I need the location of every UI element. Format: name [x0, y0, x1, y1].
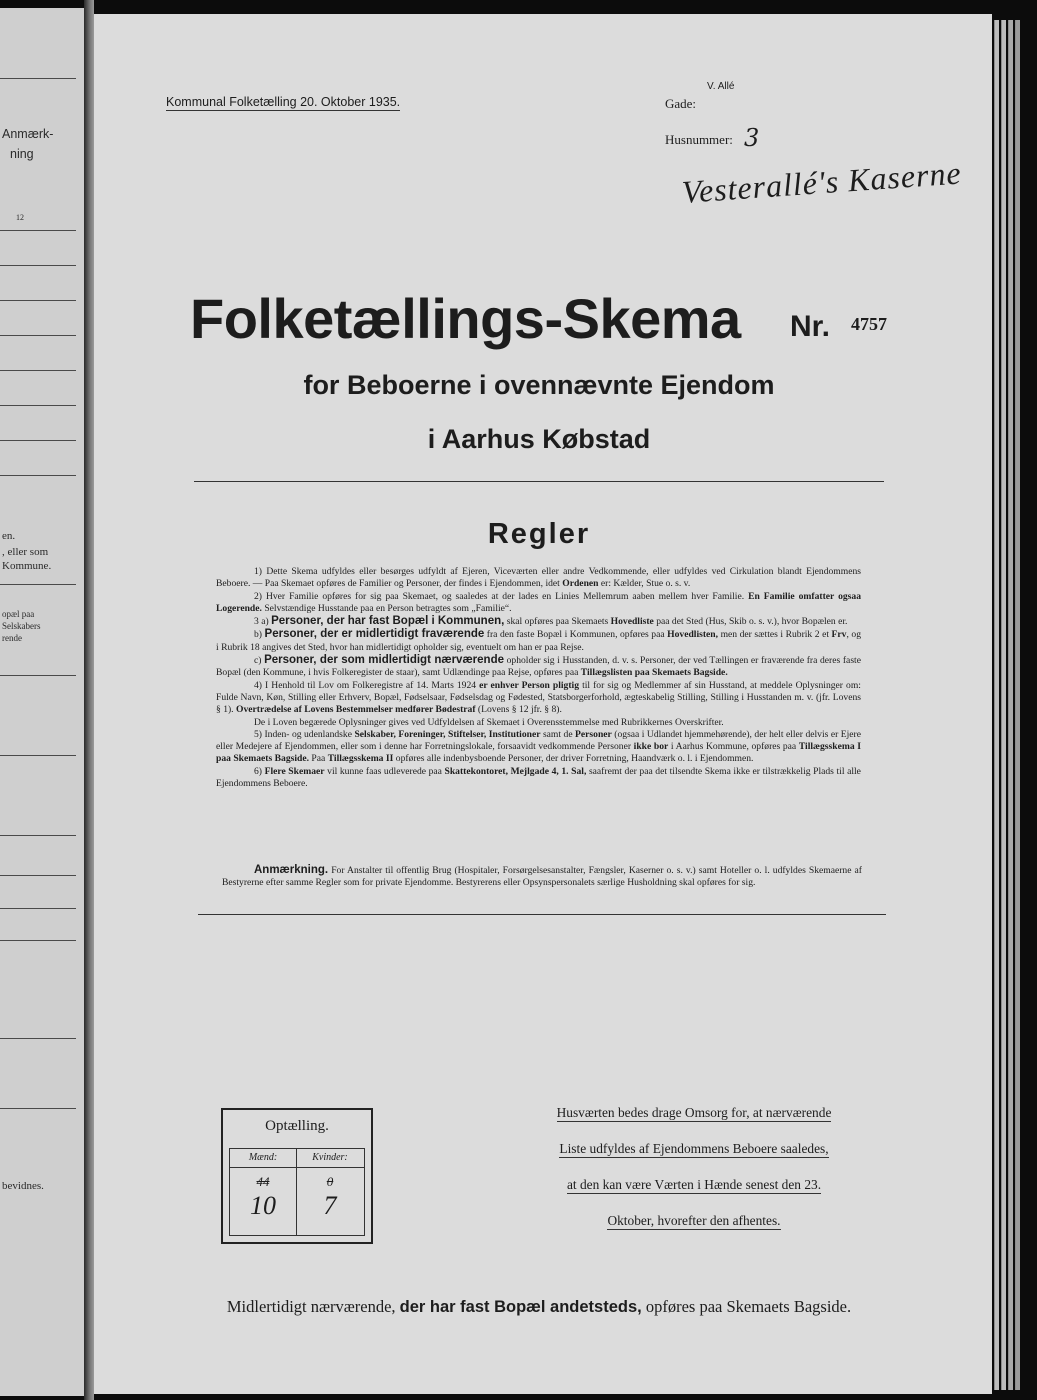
rules-body [216, 566, 861, 790]
rule-3c: c) Personer, der som midlertidigt nærværende opholder sig i Husstanden, d. v. s. Personer, der ved Tællingen er fraværende fra deres faste Bopæl (den Kommune, i hvis Folkeregister de staar), samt Udlændinge paa Rejse, opføres paa Tillægslisten paa Skemaets Bagside. [216, 654, 861, 679]
women-count: 7 [323, 1191, 337, 1220]
rule-4-extra: De i Loven begærede Oplysninger gives ved Udfyldelsen af Skemaet i Overensstemmelse med Rubrikkernes Overskrifter. [254, 716, 724, 728]
divider [194, 481, 884, 482]
census-form-page [94, 14, 992, 1394]
form-number-label: Nr. [790, 310, 831, 343]
host-notice-line: Liste udfyldes af Ejendommens Beboere saaledes, [559, 1141, 829, 1156]
handwritten-note: Vesterallé's Kaserne [680, 154, 963, 210]
rule-1: 1) Dette Skema udfyldes eller besørges udfyldt af Ejeren, Viceværten eller andre Vedkommende, eller udfyldes ved Cirkulation blandt Ejendommens Beboere. — Paa Skemaet opføres de Familier og Personer, der findes i Ejendommen, idet Ordenen er: Kælder, Stue o. s. v. [216, 566, 861, 590]
page-edge [1008, 20, 1013, 1390]
house-number-value: 3 [744, 124, 760, 152]
host-notice-line: Husværten bedes drage Omsorg for, at nærværende [556, 1105, 832, 1120]
left-adjoining-page [0, 8, 84, 1396]
form-number-value: 4757 [851, 314, 887, 334]
remark-paragraph: Anmærkning. For Anstalter til offentlig Brug (Hospitaler, Forsørgelsesanstalter, Fængsler, Kaserner o. s. v.) samt Hoteller o. l. udfyldes Skemaerne af Bestyrerne efter samme Regler som for private Ejendomme. Bestyrerens eller Opsynspersonalets særlige Husholdning skal opføres for sig. [222, 864, 862, 889]
left-page-text: Anmærk- [2, 127, 54, 141]
form-main-title: Folketællings-Skema [190, 287, 741, 350]
left-page-text: en. [2, 530, 16, 542]
divider [198, 914, 886, 915]
count-table [229, 1148, 365, 1236]
left-page-text: ning [10, 147, 34, 161]
book-gutter [84, 0, 94, 1400]
census-header-title: Kommunal Folketælling 20. Oktober 1935. [166, 95, 401, 109]
form-subtitle-city: i Aarhus Købstad [427, 424, 651, 454]
left-page-text: rende [2, 633, 22, 643]
men-count-struck: 44 [256, 1174, 270, 1189]
rules-heading: Regler [487, 518, 591, 550]
left-page-text: Kommune. [2, 560, 52, 572]
rule-3b: b) Personer, der er midlertidigt fraværende fra den faste Bopæl i Kommunen, opføres paa Hovedlisten, men der sættes i Rubrik 2 et Frv, og i Rubrik 18 angives det Sted, hvor han midlertidigt opholder sig, eventuelt om han er paa Rejse. [216, 628, 861, 653]
left-page-text: 12 [16, 213, 24, 222]
footer-instruction: Midlertidigt nærværende, der har fast Bopæl andetsteds, opføres paa Skemaets Bagside. [226, 1297, 852, 1316]
women-label: Kvinder: [312, 1152, 348, 1163]
women-count-struck: 0 [326, 1174, 334, 1189]
count-title: Optælling. [265, 1118, 329, 1134]
rule-4: 4) I Henhold til Lov om Folkeregistre af 14. Marts 1924 er enhver Person pligtig til for sig og Medlemmer af sin Husstand, at meddele Oplysninger om: Fulde Navn, Køn, Stilling eller Erhverv, Bopæl, Fødselsaar, Fødselsdag og Fødested, Statsborgerforhold, ægteskabelig Stilling, Stilling i Husstanden m. v. (jfr. Lovens § 1). Overtrædelse af Lovens Bestemmelser medfører Bødestraf (Lovens § 12 jfr. § 8). [216, 679, 861, 716]
left-page-text: Selskabers [2, 621, 41, 631]
host-notice-line: Oktober, hvorefter den afhentes. [607, 1213, 781, 1228]
house-number-label: Husnummer: [665, 132, 733, 147]
street-label: Gade: [665, 96, 697, 111]
left-page-text: opæl paa [2, 609, 35, 619]
remark-heading: Anmærkning. [254, 864, 329, 876]
men-label: Mænd: [248, 1152, 278, 1163]
street-value: V. Allé [707, 81, 735, 92]
rule-6: 6) Flere Skemaer vil kunne faas udleverede paa Skattekontoret, Mejlgade 4, 1. Sal, saafremt der paa det tilsendte Skema ikke er tilstrækkelig Plads til alle Ejendommens Beboere. [216, 765, 861, 790]
rule-5: 5) Inden- og udenlandske Selskaber, Foreninger, Stiftelser, Institutioner samt de Personer (ogsaa i Udlandet hjemmehørende), der helt eller delvis er Ejere eller Medejere af Ejendommen, eller som i denne har Forretningslokale, forsaavidt vedkommende Personer ikke bor i Aarhus Kommune, opføres paa Tillægsskema I paa Skemaets Bagside. Paa Tillægsskema II opføres alle indenbysboende Personer, der driver Forretning, Haandværk o. l. i Ejendommen. [216, 728, 861, 765]
host-notice-line: at den kan være Værten i Hænde senest den 23. [566, 1177, 822, 1192]
page-edge [1001, 20, 1006, 1390]
form-subtitle: for Beboerne i ovennævnte Ejendom [303, 370, 775, 400]
count-box [221, 1108, 373, 1244]
page-edge [1015, 20, 1020, 1390]
left-page-text: bevidnes. [2, 1180, 44, 1192]
rule-2: 2) Hver Familie opføres for sig paa Skemaet, og saaledes at der lades en Linies Mellemrum aaben mellem hver Familie. En Familie omfatter ogsaa Logerende. Selvstændige Husstande paa en Person betragtes som „Familie“. [216, 590, 861, 614]
page-edge [994, 20, 999, 1390]
men-count: 10 [250, 1191, 276, 1220]
left-page-text: , eller som [2, 546, 49, 558]
rule-3a: 3 a) Personer, der har fast Bopæl i Kommunen, skal opføres paa Skemaets Hovedliste paa det Sted (Hus, Skib o. s. v.), hvor Bopælen er. [254, 615, 848, 628]
